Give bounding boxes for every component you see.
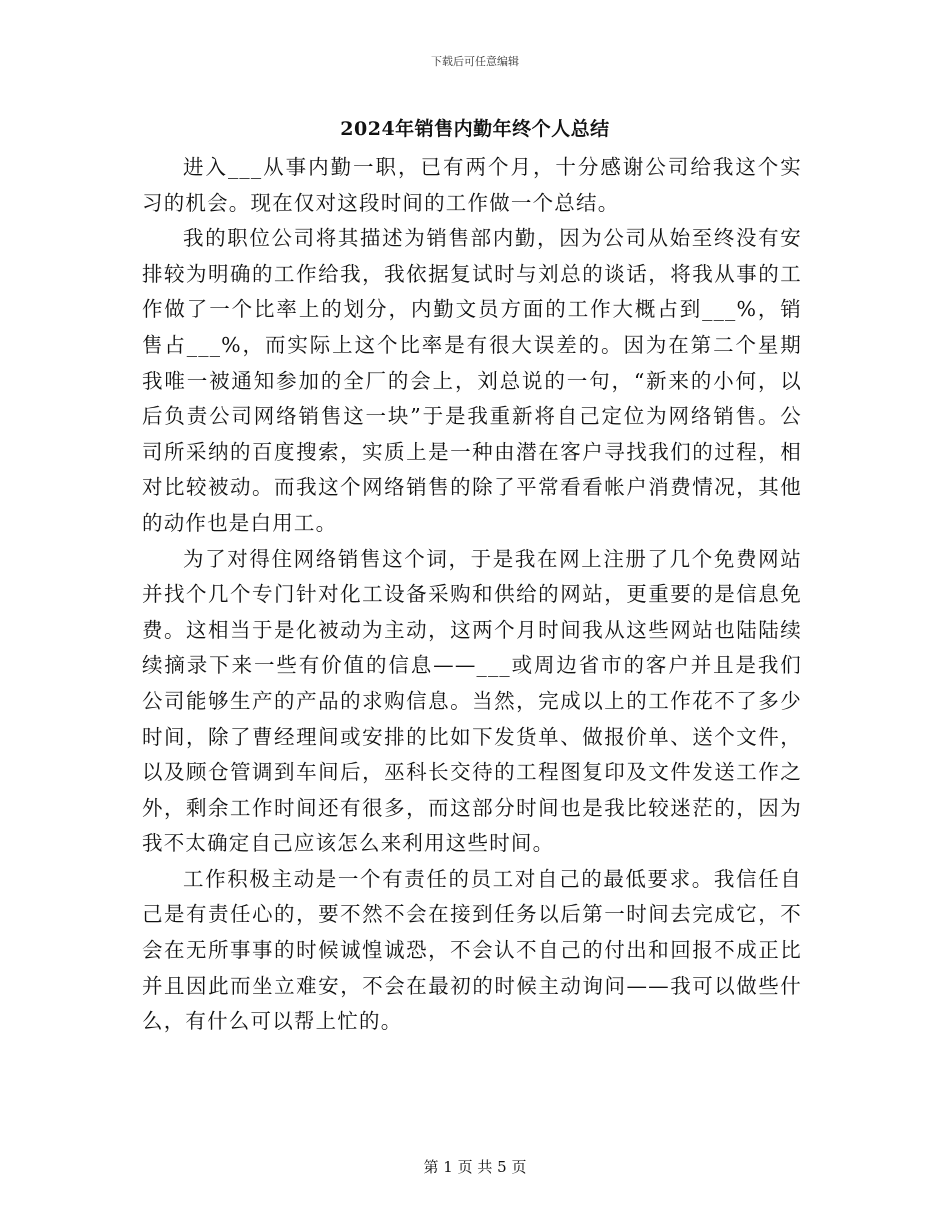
paragraph-1: 进入___从事内勤一职，已有两个月，十分感谢公司给我这个实习的机会。现在仅对这段时间的工作做一个总结。 xyxy=(142,155,802,215)
paragraph-3: 为了对得住网络销售这个词，于是我在网上注册了几个免费网站并找个几个专门针对化工设备采购和供给的网站，更重要的是信息免费。这相当于是化被动为主动，这两个月时间我从这些网站也陆陆续续摘录下来一些有价值的信息——___或周边省市的客户并且是我们公司能够生产的产品的求购信息。当然，完成以上的工作花不了多少时间，除了曹经理间或安排的比如下发货单、做报价单、送个文件，以及顾仓管调到车间后，巫科长交待的工程图复印及文件发送工作之外，剩余工作时间还有很多，而这部分时间也是我比较迷茫的，因为我不太确定自己应该怎么来利用这些时间。 xyxy=(142,546,802,856)
paragraph-2: 我的职位公司将其描述为销售部内勤，因为公司从始至终没有安排较为明确的工作给我，我依据复试时与刘总的谈话，将我从事的工作做了一个比率上的划分，内勤文员方面的工作大概占到___%，销售占___%，而实际上这个比率是有很大误差的。因为在第二个星期我唯一被通知参加的全厂的会上，刘总说的一句，“新来的小何，以后负责公司网络销售这一块”于是我重新将自己定位为网络销售。公司所采纳的百度搜索，实质上是一种由潜在客户寻找我们的过程，相对比较被动。而我这个网络销售的除了平常看看帐户消费情况，其他的动作也是白用工。 xyxy=(142,226,802,535)
page-number-footer: 第 1 页 共 5 页 xyxy=(423,1158,527,1176)
document-body xyxy=(142,150,802,1040)
header-note: 下载后可任意编辑 xyxy=(431,55,519,68)
document-title: 2024年销售内勤年终个人总结 xyxy=(340,118,610,140)
paragraph-4: 工作积极主动是一个有责任的员工对自己的最低要求。我信任自己是有责任心的，要不然不会在接到任务以后第一时间去完成它，不会在无所事事的时候诚惶诚恐，不会认不自己的付出和回报不成正比并且因此而坐立难安，不会在最初的时候主动询问——我可以做些什么，有什么可以帮上忙的。 xyxy=(142,866,802,1034)
